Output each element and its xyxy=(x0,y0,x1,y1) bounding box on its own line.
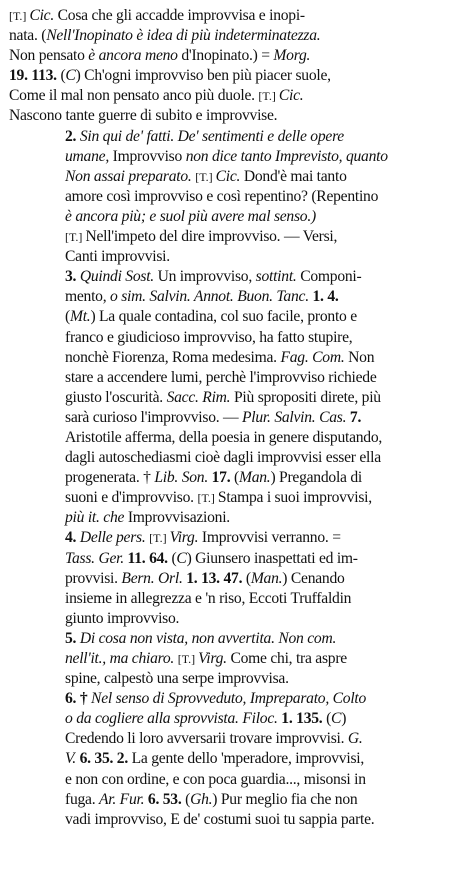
text-line xyxy=(9,790,463,810)
text-run: Plur. Salvin. Cas. xyxy=(242,408,347,426)
text-run: C xyxy=(65,67,76,85)
text-run: Quindi Sost. xyxy=(79,268,154,286)
text-run: Morg. xyxy=(273,47,311,65)
text-run: Canti improvvisi. xyxy=(65,248,170,266)
text-line xyxy=(9,569,463,589)
text-run: Man. xyxy=(238,469,271,487)
text-run: Dond'è mai tanto xyxy=(240,167,347,185)
text-run: [T.] xyxy=(197,491,218,506)
text-run: Bern. Orl. xyxy=(121,569,183,587)
text-run: è ancora più; e suol più avere mal senso.) xyxy=(65,207,316,225)
text-run: ) Cenando xyxy=(282,569,345,587)
text-run: Di cosa non vista, non avvertita. Non com. xyxy=(79,629,337,647)
text-line xyxy=(9,448,463,468)
text-run: insieme in allegrezza e 'n riso, Eccoti Truffaldin xyxy=(65,589,352,607)
text-line xyxy=(9,106,463,126)
text-run: [T.] xyxy=(177,652,199,666)
text-run: o da cogliere alla sprovvista. xyxy=(65,710,239,728)
text-run: Come chi, tra aspre xyxy=(226,650,347,667)
text-run: 2. xyxy=(65,127,80,145)
text-run: e non con ordine, e con poca guardia..., misonsi in xyxy=(65,770,366,788)
para-5 xyxy=(9,528,463,628)
text-run: Sacc. Rim. xyxy=(166,388,231,406)
text-run: ( xyxy=(65,308,70,326)
text-run: dagli autoschediasmi cioè dagli improvvisi esser ella xyxy=(65,449,381,467)
text-line xyxy=(9,388,463,408)
text-line xyxy=(9,649,463,669)
text-run: Improvviso xyxy=(108,147,186,165)
para-7 xyxy=(9,689,463,830)
text-run: C xyxy=(176,549,187,567)
text-run: Gh. xyxy=(190,790,213,808)
text-line xyxy=(9,127,463,147)
text-run: non dice tanto Imprevisto, quanto xyxy=(185,147,388,165)
text-run: Delle pers. xyxy=(79,529,146,547)
text-line xyxy=(9,508,463,528)
text-run: amore così improvviso e così repentino? (Repentino xyxy=(65,187,379,205)
text-run: o sim. Salvin. Annot. Buon. Tanc. xyxy=(110,288,309,306)
text-run: Non assai preparato. xyxy=(65,167,192,185)
text-run: Credendo li loro avversarii trovare improvvisi. xyxy=(65,730,348,748)
text-run: ( xyxy=(230,469,239,487)
text-run: Nell'impeto del dire improvviso. — Versi, xyxy=(85,228,338,246)
text-run: Componi- xyxy=(296,268,362,286)
text-run: ) Pregandola di xyxy=(270,469,362,487)
text-run: Non xyxy=(344,348,375,366)
text-line xyxy=(9,368,463,388)
text-run: giunto improvviso. xyxy=(65,609,180,627)
text-line xyxy=(9,729,463,749)
text-run: vadi improvviso, E de' costumi suoi tu sappia parte. xyxy=(65,810,375,828)
text-run: nell'it., ma chiaro. xyxy=(65,650,175,667)
text-run: [T.] xyxy=(195,169,216,184)
text-line xyxy=(9,468,463,488)
text-run: Lib. Son. xyxy=(154,469,208,487)
text-line xyxy=(9,770,463,790)
text-run: nata. ( xyxy=(9,27,47,45)
text-line xyxy=(9,408,463,428)
text-run: Man. xyxy=(250,569,283,587)
text-run: [T.] xyxy=(149,531,170,546)
text-line xyxy=(9,46,463,66)
text-run: Cosa che gli accadde improvvisa e inopi- xyxy=(54,7,305,24)
text-run: Nel senso di Sprovveduto, Impreparato, Colto xyxy=(91,690,367,708)
text-run: sarà curioso l'improvviso. — xyxy=(65,408,243,426)
text-run: ) Giunsero inaspettati ed im- xyxy=(186,549,358,567)
text-run: più it. xyxy=(65,509,100,527)
text-run: giusto l'oscurità. xyxy=(65,388,167,406)
text-run: Aristotile afferma, della poesia in genere disputando, xyxy=(65,428,383,446)
text-line xyxy=(9,247,463,267)
text-run: ) Ch'ogni improvviso ben più piacer suole, xyxy=(75,67,331,85)
text-run: La gente dello 'mperadore, improvvisi, xyxy=(128,750,364,768)
text-run: 6. 35. 2. xyxy=(75,750,128,768)
text-run: [T.] xyxy=(65,230,86,245)
text-run: ( xyxy=(181,790,191,808)
text-line xyxy=(9,348,463,368)
text-run: 7. xyxy=(346,408,362,426)
text-run: Virg. xyxy=(198,650,227,667)
text-line xyxy=(9,66,463,86)
text-run: Nell'Inopinato è idea di più indeterminatezza. xyxy=(46,27,321,45)
para-3 xyxy=(9,227,463,267)
text-line xyxy=(9,428,463,448)
text-run: d'Inopinato.) = xyxy=(177,47,274,65)
text-run: 4. xyxy=(65,529,80,547)
text-run: Ar. Fur. xyxy=(99,790,145,808)
text-run: 6. † xyxy=(65,690,92,708)
text-line xyxy=(9,6,463,26)
text-line xyxy=(9,629,463,649)
text-line xyxy=(9,589,463,609)
text-run: ( xyxy=(167,549,177,567)
text-run: spine, calpestò una serpe improvvisa. xyxy=(65,670,289,688)
text-run: 1. 135. xyxy=(277,710,323,728)
para-6 xyxy=(9,629,463,689)
text-run: umane, xyxy=(65,147,109,165)
text-run: 5. xyxy=(65,629,80,647)
text-run: Tass. Ger. xyxy=(65,549,124,567)
text-line xyxy=(9,26,463,46)
text-run: sottint. xyxy=(255,268,297,286)
text-run: 19. 113. xyxy=(9,67,57,85)
para-2 xyxy=(9,127,463,227)
text-run: G. xyxy=(347,730,363,748)
text-line xyxy=(9,207,463,227)
para-1 xyxy=(9,6,463,127)
text-run: 1. 13. 47. xyxy=(182,569,243,587)
text-line xyxy=(9,328,463,348)
text-run: C xyxy=(331,710,342,728)
text-run: progenerata. † xyxy=(65,469,155,487)
text-run: ) La quale contadina, col suo facile, pronto e xyxy=(90,308,357,326)
text-run: V. xyxy=(65,750,76,768)
text-line xyxy=(9,167,463,187)
text-run: franco e giudicioso improvviso, ha fatto stupire, xyxy=(65,328,353,346)
text-run: Come il mal non pensato anco più duole. xyxy=(9,87,259,105)
text-run: Non pensato xyxy=(9,47,89,65)
text-line xyxy=(9,86,463,106)
text-run: Più spropositi direte, più xyxy=(230,388,381,406)
text-line xyxy=(9,669,463,689)
text-run: 17. xyxy=(207,469,231,487)
text-line xyxy=(9,187,463,207)
text-run: ( xyxy=(322,710,332,728)
text-line xyxy=(9,488,463,508)
text-line xyxy=(9,528,463,548)
text-run: Improvvisazioni. xyxy=(124,509,230,527)
text-run: provvisi. xyxy=(65,569,122,587)
text-run: Sin qui de' fatti. De' sentimenti e delle opere xyxy=(79,127,344,145)
text-run: Cic. xyxy=(278,87,304,105)
text-line xyxy=(9,689,463,709)
text-run: 6. 53. xyxy=(144,790,182,808)
text-run: ) Pur meglio fia che non xyxy=(212,790,358,808)
text-line xyxy=(9,749,463,769)
text-run: Improvvisi verranno. = xyxy=(198,529,341,547)
text-line xyxy=(9,549,463,569)
para-4 xyxy=(9,267,463,528)
text-run: Virg. xyxy=(169,529,199,547)
text-line xyxy=(9,147,463,167)
text-run: Un improvviso, xyxy=(153,268,256,286)
text-line xyxy=(9,267,463,287)
text-run: Mt. xyxy=(69,308,91,326)
text-run: è ancora meno xyxy=(88,47,178,65)
text-run: [T.] xyxy=(258,89,279,104)
text-run: mento, xyxy=(65,288,111,306)
text-line xyxy=(9,307,463,327)
text-run: ) xyxy=(341,710,347,728)
text-run: fuga. xyxy=(65,790,100,808)
text-line xyxy=(9,227,463,247)
text-run: ( xyxy=(56,67,66,85)
text-run: 3. xyxy=(65,268,80,286)
text-run: ( xyxy=(242,569,251,587)
text-run: che xyxy=(103,509,125,527)
text-line xyxy=(9,287,463,307)
text-run: 1. 4. xyxy=(308,288,339,306)
text-line xyxy=(9,709,463,729)
text-run: Filoc. xyxy=(242,710,278,728)
text-run: 11. 64. xyxy=(123,549,168,567)
text-run: suoni e d'improvviso. xyxy=(65,489,198,507)
text-run: nonchè Fiorenza, Roma medesima. xyxy=(65,348,281,366)
text-run: Cic. xyxy=(29,7,54,24)
text-run: Stampa i suoi improvvisi, xyxy=(217,489,372,507)
text-run: [T.] xyxy=(9,9,30,23)
text-run: Fag. Com. xyxy=(280,348,345,366)
text-line xyxy=(9,609,463,629)
text-run: Nascono tante guerre di subito e improvvise. xyxy=(9,107,278,125)
text-run: stare a accendere lumi, perchè l'improvviso richiede xyxy=(65,368,377,386)
text-run: Cic. xyxy=(215,167,241,185)
text-line xyxy=(9,810,463,830)
